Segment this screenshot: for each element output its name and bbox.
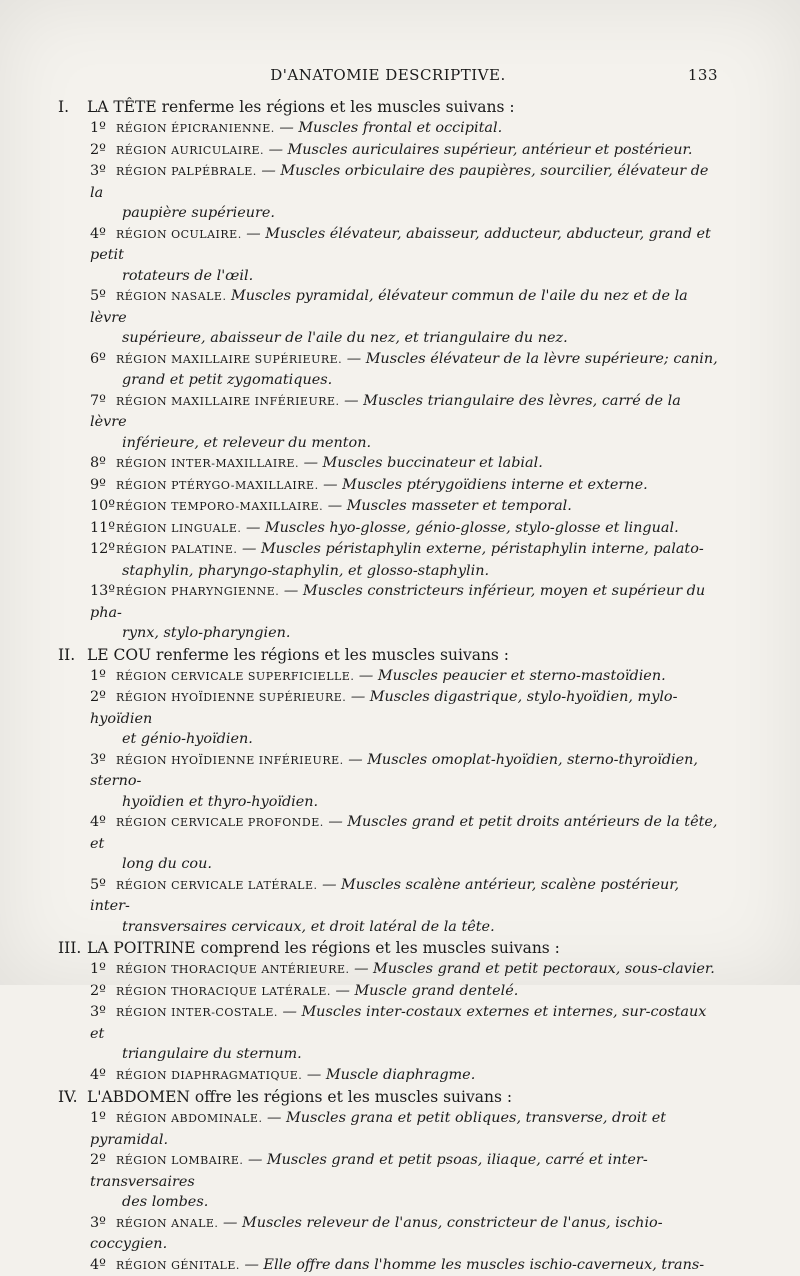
muscle-list-text: — Muscle diaphragme. — [307, 1067, 475, 1083]
muscle-list-text: inférieure, et releveur du menton. — [122, 435, 371, 451]
region-entry — [58, 140, 718, 162]
muscle-list-text: — Muscles grand et petit pectoraux, sous-clavier. — [354, 961, 715, 977]
muscle-list-text: — Muscles scalène antérieur, scalène postérieur, inter- — [90, 877, 679, 915]
region-entry — [58, 581, 718, 623]
muscle-list-text: long du cou. — [122, 856, 212, 872]
muscle-list-text: et génio-hyoïdien. — [122, 731, 253, 747]
region-entry — [58, 161, 718, 203]
region-ordinal: 2º — [90, 140, 116, 161]
muscle-list-text: — Muscles omoplat-hyoïdien, sterno-thyroïdien, sterno- — [90, 752, 698, 790]
region-name: RÉGION AURICULAIRE. — [116, 144, 264, 157]
muscle-list-text: — Muscles ptérygoïdiens interne et externe. — [323, 477, 648, 493]
muscle-list-text: rotateurs de l'œil. — [122, 268, 253, 284]
muscle-list-text: — Muscles frontal et occipital. — [279, 120, 502, 136]
region-ordinal: 5º — [90, 286, 116, 307]
muscle-list-text: — Muscles grana et petit obliques, transverse, droit et pyramidal. — [90, 1110, 666, 1148]
muscle-list-text: — Muscles triangulaire des lèvres, carré de la lèvre — [90, 393, 681, 431]
muscle-list-text: triangulaire du sternum. — [122, 1046, 302, 1062]
region-entry — [58, 981, 718, 1003]
region-ordinal: 1º — [90, 959, 116, 980]
region-ordinal: 11º — [90, 518, 116, 539]
section-number: IV. — [58, 1087, 82, 1108]
region-name: RÉGION PHARYNGIENNE. — [116, 585, 279, 598]
muscle-list-text: des lombes. — [122, 1194, 208, 1210]
region-name: RÉGION THORACIQUE ANTÉRIEURE. — [116, 963, 350, 976]
page-body — [58, 97, 718, 1276]
muscle-list-text: — Muscles grand et petit droits antérieurs de la tête, et — [90, 814, 717, 852]
region-entry — [58, 391, 718, 433]
region-entry-continuation — [58, 729, 718, 750]
section-heading-text: L'ABDOMEN offre les régions et les muscles suivans : — [87, 1088, 512, 1106]
region-name: RÉGION DIAPHRAGMATIQUE. — [116, 1069, 302, 1082]
region-entry-continuation — [58, 623, 718, 644]
region-entry — [58, 475, 718, 497]
region-name: RÉGION MAXILLAIRE INFÉRIEURE. — [116, 395, 340, 408]
muscle-list-text: — Muscles péristaphylin externe, péristaphylin interne, palato- — [242, 541, 704, 557]
region-entry-continuation — [58, 1192, 718, 1213]
region-name: RÉGION LOMBAIRE. — [116, 1154, 243, 1167]
region-name: RÉGION HYOÏDIENNE INFÉRIEURE. — [116, 754, 344, 767]
muscle-list-text: Muscles pyramidal, élévateur commun de l'aile du nez et de la lèvre — [90, 288, 688, 326]
region-ordinal: 4º — [90, 1065, 116, 1086]
region-entry — [58, 539, 718, 561]
region-entry — [58, 453, 718, 475]
region-entry-continuation — [58, 917, 718, 938]
region-ordinal: 7º — [90, 391, 116, 412]
muscle-list-text: — Muscles releveur de l'anus, constricteur de l'anus, ischio-coccygien. — [90, 1215, 663, 1253]
section-heading — [58, 1087, 718, 1108]
muscle-list-text: — Muscles constricteurs inférieur, moyen et supérieur du pha- — [90, 583, 705, 621]
region-ordinal: 6º — [90, 349, 116, 370]
region-entry — [58, 286, 718, 328]
region-entry — [58, 959, 718, 981]
region-entry — [58, 812, 718, 854]
muscle-list-text: grand et petit zygomatiques. — [122, 372, 332, 388]
region-entry — [58, 666, 718, 688]
section-number: III. — [58, 938, 82, 959]
region-entry-continuation — [58, 203, 718, 224]
running-title: D'ANATOMIE DESCRIPTIVE. — [58, 66, 718, 84]
region-ordinal: 3º — [90, 750, 116, 771]
region-ordinal: 4º — [90, 812, 116, 833]
region-entry — [58, 1213, 718, 1255]
region-name: RÉGION CERVICALE LATÉRALE. — [116, 879, 317, 892]
muscle-list-text: — Muscles élévateur de la lèvre supérieure; canin, — [347, 351, 718, 367]
muscle-list-text: — Elle offre dans l'homme les muscles ischio-caverneux, trans- — [244, 1257, 704, 1273]
muscle-list-text: — Muscle grand dentelé. — [335, 983, 518, 999]
region-name: RÉGION TEMPORO-MAXILLAIRE. — [116, 500, 323, 513]
section-number: I. — [58, 97, 82, 118]
muscle-list-text: — Muscles grand et petit psoas, iliaque, carré et inter-transversaires — [90, 1152, 648, 1190]
region-entry — [58, 496, 718, 518]
region-name: RÉGION MAXILLAIRE SUPÉRIEURE. — [116, 353, 342, 366]
region-entry — [58, 1002, 718, 1044]
region-name: RÉGION HYOÏDIENNE SUPÉRIEURE. — [116, 691, 346, 704]
muscle-list-text: hyoïdien et thyro-hyoïdien. — [122, 794, 318, 810]
region-name: RÉGION OCULAIRE. — [116, 228, 242, 241]
region-ordinal: 9º — [90, 475, 116, 496]
muscle-list-text: — Muscles digastrique, stylo-hyoïdien, mylo-hyoïdien — [90, 689, 677, 727]
region-ordinal: 3º — [90, 1213, 116, 1234]
region-entry — [58, 1108, 718, 1150]
region-name: RÉGION PALATINE. — [116, 543, 237, 556]
section-heading — [58, 97, 718, 118]
region-ordinal: 5º — [90, 875, 116, 896]
region-ordinal: 13º — [90, 581, 116, 602]
region-ordinal: 1º — [90, 1108, 116, 1129]
region-name: RÉGION CERVICALE PROFONDE. — [116, 816, 324, 829]
section-heading-text: LE COU renferme les régions et les muscles suivans : — [87, 646, 509, 664]
region-entry-continuation — [58, 370, 718, 391]
region-name: RÉGION INTER-MAXILLAIRE. — [116, 457, 299, 470]
region-name: RÉGION PTÉRYGO-MAXILLAIRE. — [116, 479, 319, 492]
region-ordinal: 3º — [90, 1002, 116, 1023]
muscle-list-text: — Muscles élévateur, abaisseur, adducteur, abducteur, grand et petit — [90, 226, 711, 264]
region-ordinal: 2º — [90, 981, 116, 1002]
muscle-list-text: supérieure, abaisseur de l'aile du nez, et triangulaire du nez. — [122, 330, 568, 346]
region-entry — [58, 224, 718, 266]
running-header — [58, 66, 718, 96]
region-name: RÉGION ÉPICRANIENNE. — [116, 122, 275, 135]
region-entry — [58, 687, 718, 729]
region-ordinal: 2º — [90, 1150, 116, 1171]
region-ordinal: 2º — [90, 687, 116, 708]
region-entry — [58, 1255, 718, 1276]
region-ordinal: 12º — [90, 539, 116, 560]
muscle-list-text: — Muscles buccinateur et labial. — [304, 455, 543, 471]
muscle-list-text: — Muscles auriculaires supérieur, antérieur et postérieur. — [269, 142, 693, 158]
region-entry-continuation — [58, 433, 718, 454]
section-heading-text: LA POITRINE comprend les régions et les muscles suivans : — [87, 939, 560, 957]
region-ordinal: 1º — [90, 118, 116, 139]
region-entry-continuation — [58, 792, 718, 813]
region-name: RÉGION PALPÉBRALE. — [116, 165, 257, 178]
region-name: RÉGION THORACIQUE LATÉRALE. — [116, 985, 331, 998]
region-entry-continuation — [58, 854, 718, 875]
region-name: RÉGION NASALE. — [116, 290, 226, 303]
region-entry — [58, 875, 718, 917]
muscle-list-text: transversaires cervicaux, et droit latéral de la tête. — [122, 919, 495, 935]
region-entry — [58, 349, 718, 371]
region-ordinal: 8º — [90, 453, 116, 474]
region-name: RÉGION ABDOMINALE. — [116, 1112, 262, 1125]
region-entry — [58, 118, 718, 140]
muscle-list-text: — Muscles hyo-glosse, génio-glosse, stylo-glosse et lingual. — [246, 520, 679, 536]
region-entry — [58, 518, 718, 540]
page-number: 133 — [688, 66, 718, 84]
section-heading — [58, 938, 718, 959]
region-ordinal: 4º — [90, 1255, 116, 1276]
region-entry — [58, 1065, 718, 1087]
muscle-list-text: — Muscles masseter et temporal. — [328, 498, 572, 514]
muscle-list-text: — Muscles inter-costaux externes et internes, sur-costaux et — [90, 1004, 706, 1042]
region-name: RÉGION GÉNITALE. — [116, 1259, 240, 1272]
muscle-list-text: paupière supérieure. — [122, 205, 275, 221]
region-entry-continuation — [58, 266, 718, 287]
section-number: II. — [58, 645, 82, 666]
muscle-list-text: staphylin, pharyngo-staphylin, et glosso-staphylin. — [122, 563, 489, 579]
region-name: RÉGION ANALE. — [116, 1217, 218, 1230]
section-heading — [58, 645, 718, 666]
section-heading-text: LA TÊTE renferme les régions et les muscles suivans : — [87, 98, 515, 116]
region-name: RÉGION INTER-COSTALE. — [116, 1006, 278, 1019]
region-ordinal: 4º — [90, 224, 116, 245]
region-entry-continuation — [58, 328, 718, 349]
region-entry-continuation — [58, 561, 718, 582]
region-entry — [58, 750, 718, 792]
region-entry-continuation — [58, 1044, 718, 1065]
muscle-list-text: — Muscles peaucier et sterno-mastoïdien. — [359, 668, 666, 684]
region-entry — [58, 1150, 718, 1192]
region-ordinal: 3º — [90, 161, 116, 182]
muscle-list-text: rynx, stylo-pharyngien. — [122, 625, 290, 641]
region-ordinal: 10º — [90, 496, 116, 517]
muscle-list-text: — Muscles orbiculaire des paupières, sourcilier, élévateur de la — [90, 163, 708, 201]
region-ordinal: 1º — [90, 666, 116, 687]
region-name: RÉGION CERVICALE SUPERFICIELLE. — [116, 670, 354, 683]
region-name: RÉGION LINGUALE. — [116, 522, 241, 535]
